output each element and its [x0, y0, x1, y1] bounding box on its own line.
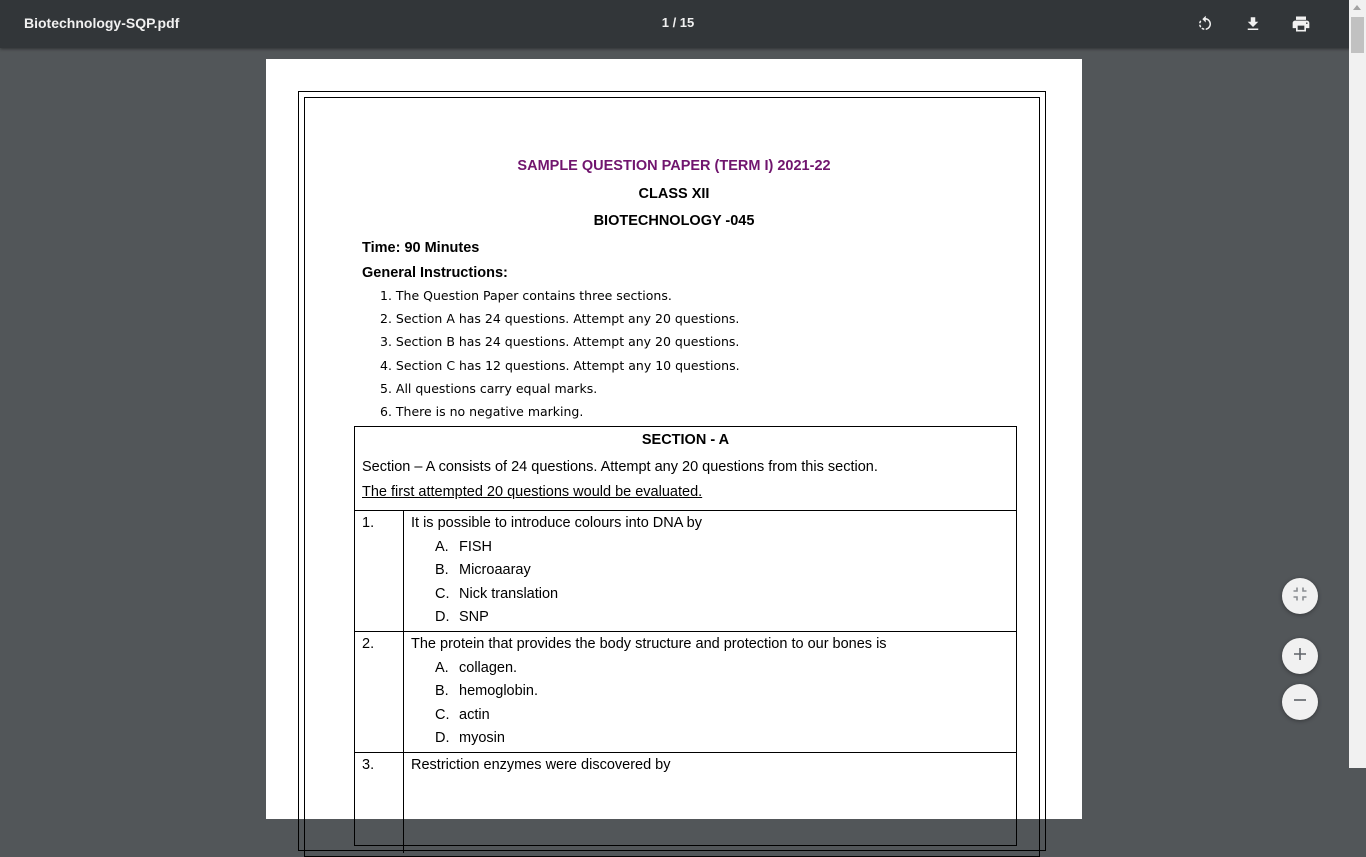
- section-header: [355, 427, 1016, 511]
- option: A. collagen.: [435, 660, 518, 676]
- option: D. SNP: [435, 609, 489, 625]
- fit-to-page-button[interactable]: [1282, 578, 1318, 614]
- column-divider: [403, 632, 404, 752]
- subject-line: BIOTECHNOLOGY -045: [593, 213, 755, 229]
- question-row: [355, 511, 1016, 632]
- question-row: [355, 632, 1016, 753]
- question-number: 1.: [362, 515, 375, 531]
- scroll-up-arrow-icon[interactable]: [1353, 5, 1361, 10]
- print-icon: [1291, 14, 1311, 34]
- option: D. myosin: [435, 730, 505, 746]
- instruction-item: 5. All questions carry equal marks.: [380, 380, 598, 396]
- option: C. actin: [435, 707, 490, 723]
- question-text: Restriction enzymes were discovered by: [411, 757, 671, 773]
- time-line: Time: 90 Minutes: [362, 240, 480, 256]
- vertical-scrollbar[interactable]: [1349, 0, 1366, 768]
- question-number: 2.: [362, 636, 375, 652]
- column-divider: [403, 753, 404, 853]
- pdf-toolbar: [0, 0, 1366, 48]
- question-text: It is possible to introduce colours into DNA by: [411, 515, 702, 531]
- rotate-button[interactable]: [1189, 8, 1221, 40]
- zoom-in-button[interactable]: [1282, 638, 1318, 674]
- fit-page-icon: [1292, 586, 1308, 607]
- question-number: 3.: [362, 757, 375, 773]
- section-a-table: [354, 426, 1017, 846]
- column-divider: [403, 511, 404, 631]
- zoom-in-icon: [1293, 647, 1307, 666]
- download-icon: [1244, 15, 1262, 33]
- option: A. FISH: [435, 539, 493, 555]
- instruction-item: 2. Section A has 24 questions. Attempt any 20 questions.: [380, 311, 740, 327]
- file-name: Biotechnology-SQP.pdf: [24, 15, 180, 31]
- class-line: CLASS XII: [638, 186, 710, 202]
- paper-title: SAMPLE QUESTION PAPER (TERM I) 2021-22: [517, 158, 831, 174]
- zoom-out-button[interactable]: [1282, 684, 1318, 720]
- zoom-out-icon: [1293, 693, 1307, 712]
- instruction-item: 4. Section C has 12 questions. Attempt any 10 questions.: [380, 357, 740, 373]
- instruction-item: 6. There is no negative marking.: [380, 403, 584, 419]
- page-indicator[interactable]: 1 / 15: [661, 15, 695, 30]
- section-title: SECTION - A: [641, 432, 730, 448]
- instructions-heading: General Instructions:: [362, 265, 508, 281]
- rotate-icon: [1196, 15, 1214, 33]
- print-button[interactable]: [1285, 8, 1317, 40]
- instructions-list: [380, 288, 740, 427]
- option: B. Microaaray: [435, 562, 531, 578]
- instruction-item: 3. Section B has 24 questions. Attempt any 20 questions.: [380, 334, 740, 350]
- section-note: The first attempted 20 questions would be evaluated.: [362, 484, 703, 500]
- pdf-page: [266, 59, 1082, 819]
- scrollbar-thumb[interactable]: [1351, 17, 1364, 53]
- question-text: The protein that provides the body structure and protection to our bones is: [411, 636, 887, 652]
- instruction-item: 1. The Question Paper contains three sections.: [380, 288, 672, 303]
- option: B. hemoglobin.: [435, 683, 538, 699]
- question-row: [355, 753, 1016, 853]
- section-description: Section – A consists of 24 questions. Attempt any 20 questions from this section.: [362, 459, 878, 475]
- download-button[interactable]: [1237, 8, 1269, 40]
- option: C. Nick translation: [435, 586, 559, 602]
